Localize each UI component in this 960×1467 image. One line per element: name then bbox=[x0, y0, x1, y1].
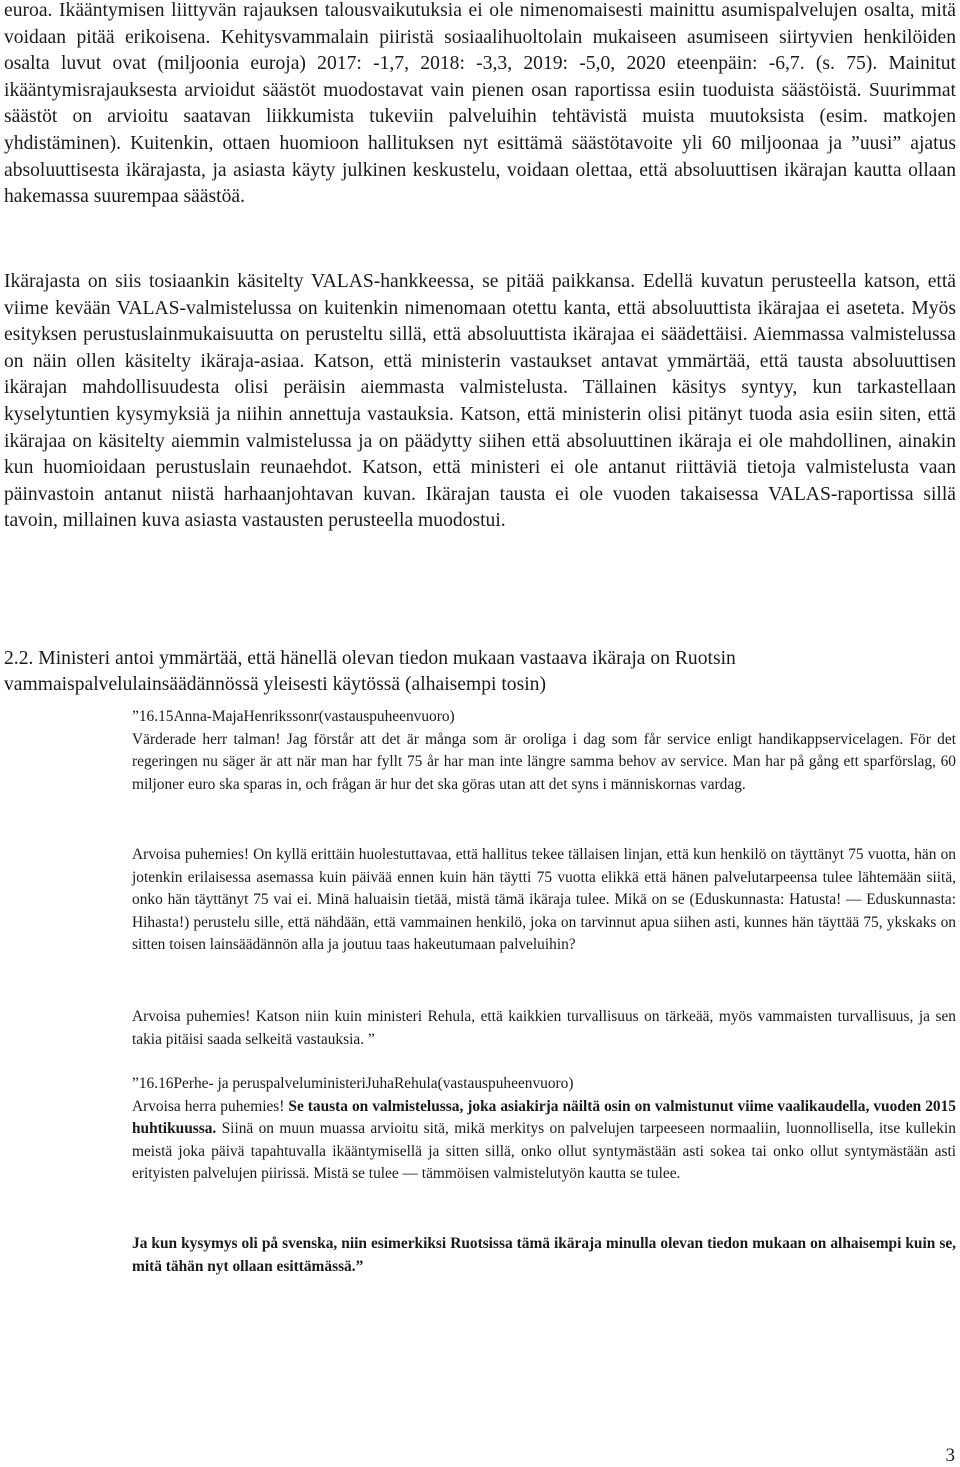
quote-paragraph-ruotsissa: Ja kun kysymys oli på svenska, niin esimerkiksi Ruotsissa tämä ikäraja minulla olevan tiedon mukaan on alhaisempi kuin se, mitä tähän nyt ollaan esittämässä.” bbox=[132, 1235, 956, 1275]
quote-emphasis-rehula: Se tausta on valmistelussa, joka asiakirja näiltä osin on valmistunut viime vaalikaudella, vuoden 2015 huhtikuussa. bbox=[132, 1097, 956, 1138]
quote-rehula bbox=[132, 1073, 956, 1186]
quote-text-henriksson: Värderade herr talman! Jag förstår att det är många som är oroliga i dag som får service enligt handikappservicelagen. För det regeringen nu säger är att när man har fyllt 75 år har man inte längre samma behov av service. Man har på gång ett sparförslag, 60 miljoner euro ska sparas in, och frågan är hur det ska göras utan att det syns i människornas vardag. bbox=[132, 730, 956, 793]
quote-speaker-rehula: ”16.16Perhe- ja peruspalveluministeriJuhaRehula(vastauspuheenvuoro) bbox=[132, 1075, 574, 1092]
quote-paragraph-huolestuttavaa: Arvoisa puhemies! On kyllä erittäin huolestuttavaa, että hallitus tekee tällaisen linjan, että kun henkilö on täyttänyt 75 vuotta, hän on jotenkin erilaisessa asemassa kuin päivää ennen kuin hän täytti 75 vuotta elikkä että hänen palvelutarpeensa tulee lähtemään siitä, onko hän täyttänyt 75 vai ei. Minä haluaisin tietää, mistä tämä ikäraja tulee. Mikä on se (Eduskunnasta: Hatusta! — Eduskunnasta: Hihasta!) perustelu sille, että nähdään, että vammainen henkilö, joka on tarvinnut apua siihen asti, kunnes hän täyttää 75, ykskaks on sitten toisen lainsäädännön alla ja joutuu taas hakeutumaan palveluihin? bbox=[132, 846, 956, 954]
quote-rest-rehula: Siinä on muun muassa arvioitu sitä, mikä merkitys on palvelujen tarpeeseen normaaliin, luonnollisella, itse kullekin meistä joka päivä tapahtuvalla ikääntymisellä ja sitten sillä, onko ollut syntymästään asti sokea tai onko ollut syntymästään asti erityisten palvelujen piirissä. Mistä se tulee — tämmöisen valmistelutyön kautta se tulee. bbox=[132, 1120, 956, 1183]
quote-lead-rehula: Arvoisa herra puhemies! bbox=[132, 1097, 289, 1115]
quote-paragraph-turvallisuus: Arvoisa puhemies! Katson niin kuin ministeri Rehula, että kaikkien turvallisuus on tärkeää, myös vammaisten turvallisuus, ja sen takia pitäisi saada selkeitä vastauksia. ” bbox=[132, 1008, 956, 1048]
page-number: 3 bbox=[945, 1445, 955, 1466]
body-paragraph-2: Ikärajasta on siis tosiaankin käsitelty VALAS-hankkeessa, se pitää paikkansa. Edellä kuvatun perusteella katson, että viime kevään VALAS-valmistelussa on kuitenkin nimenomaan otettu kanta, että absoluuttista ikärajaa ei aseteta. Myös esityksen perustuslainmukaisuutta on perusteltu sillä, että absoluuttista ikärajaa ei säädettäisi. Aiemmassa valmistelussa on näin ollen käsitelty ikäraja-asiaa. Katson, että ministerin vastaukset antavat ymmärtää, että tausta absoluuttisen ikärajan mahdollisuudesta olisi peräisin aiemmasta valmistelusta. Tällainen käsitys syntyy, kun tarkastellaan kyselytuntien kysymyksiä ja niihin annettuja vastauksia. Katson, että ministerin olisi pitänyt tuoda asia esiin siten, että ikärajaa on käsitelty aiemmin valmistelussa ja on päädytty siihen että absoluuttinen ikäraja ei ole mahdollinen, ainakin kun huomioidaan perustuslain reunaehdot. Katson, että ministeri ei ole antanut riittäviä tietoja valmistelusta vaan päinvastoin antanut niistä harhaanjohtavan kuvan. Ikärajan tausta ei ole vuoden takaisessa VALAS-raportissa sillä tavoin, millainen kuva asiasta vastausten perusteella muodostui. bbox=[4, 271, 956, 532]
quote-henriksson bbox=[132, 706, 956, 796]
section-heading-2-2: 2.2. Ministeri antoi ymmärtää, että hänellä olevan tiedon mukaan vastaava ikäraja on Ruotsin vammaispalvelulainsäädännössä yleisesti käytössä (alhaisempi tosin) bbox=[4, 647, 736, 696]
quote-text-rehula bbox=[132, 1096, 956, 1186]
quote-speaker-henriksson: ”16.15Anna-MajaHenrikssonr(vastauspuheenvuoro) bbox=[132, 708, 455, 725]
body-paragraph-1: euroa. Ikääntymisen liittyvän rajauksen talousvaikutuksia ei ole nimenomaisesti mainittu asumispalvelujen osalta, mitä voidaan pitää erikoisena. Kehitysvammalain piiristä sosiaalihuoltolain mukaiseen asumiseen siirtyvien henkilöiden osalta luvut ovat (miljoonia euroja) 2017: -1,7, 2018: -3,3, 2019: -5,0, 2020 eteenpäin: -6,7. (s. 75). Mainitut ikääntymisrajauksesta arvioidut säästöt muodostavat vain pienen osan raportissa esiin tuoduista säästöistä. Suurimmat säästöt on arvioitu saatavan liikkumista tukeviin palveluihin tehtävistä muista muutoksista (esim. matkojen yhdistäminen). Kuitenkin, ottaen huomioon hallituksen nyt esittämä säästötavoite yli 60 miljoonaa ja ”uusi” ajatus absoluuttisesta ikärajasta, ja asiasta käyty julkinen keskustelu, voidaan olettaa, että absoluuttisen ikärajan kautta ollaan hakemassa suurempaa säästöä. bbox=[4, 0, 956, 208]
